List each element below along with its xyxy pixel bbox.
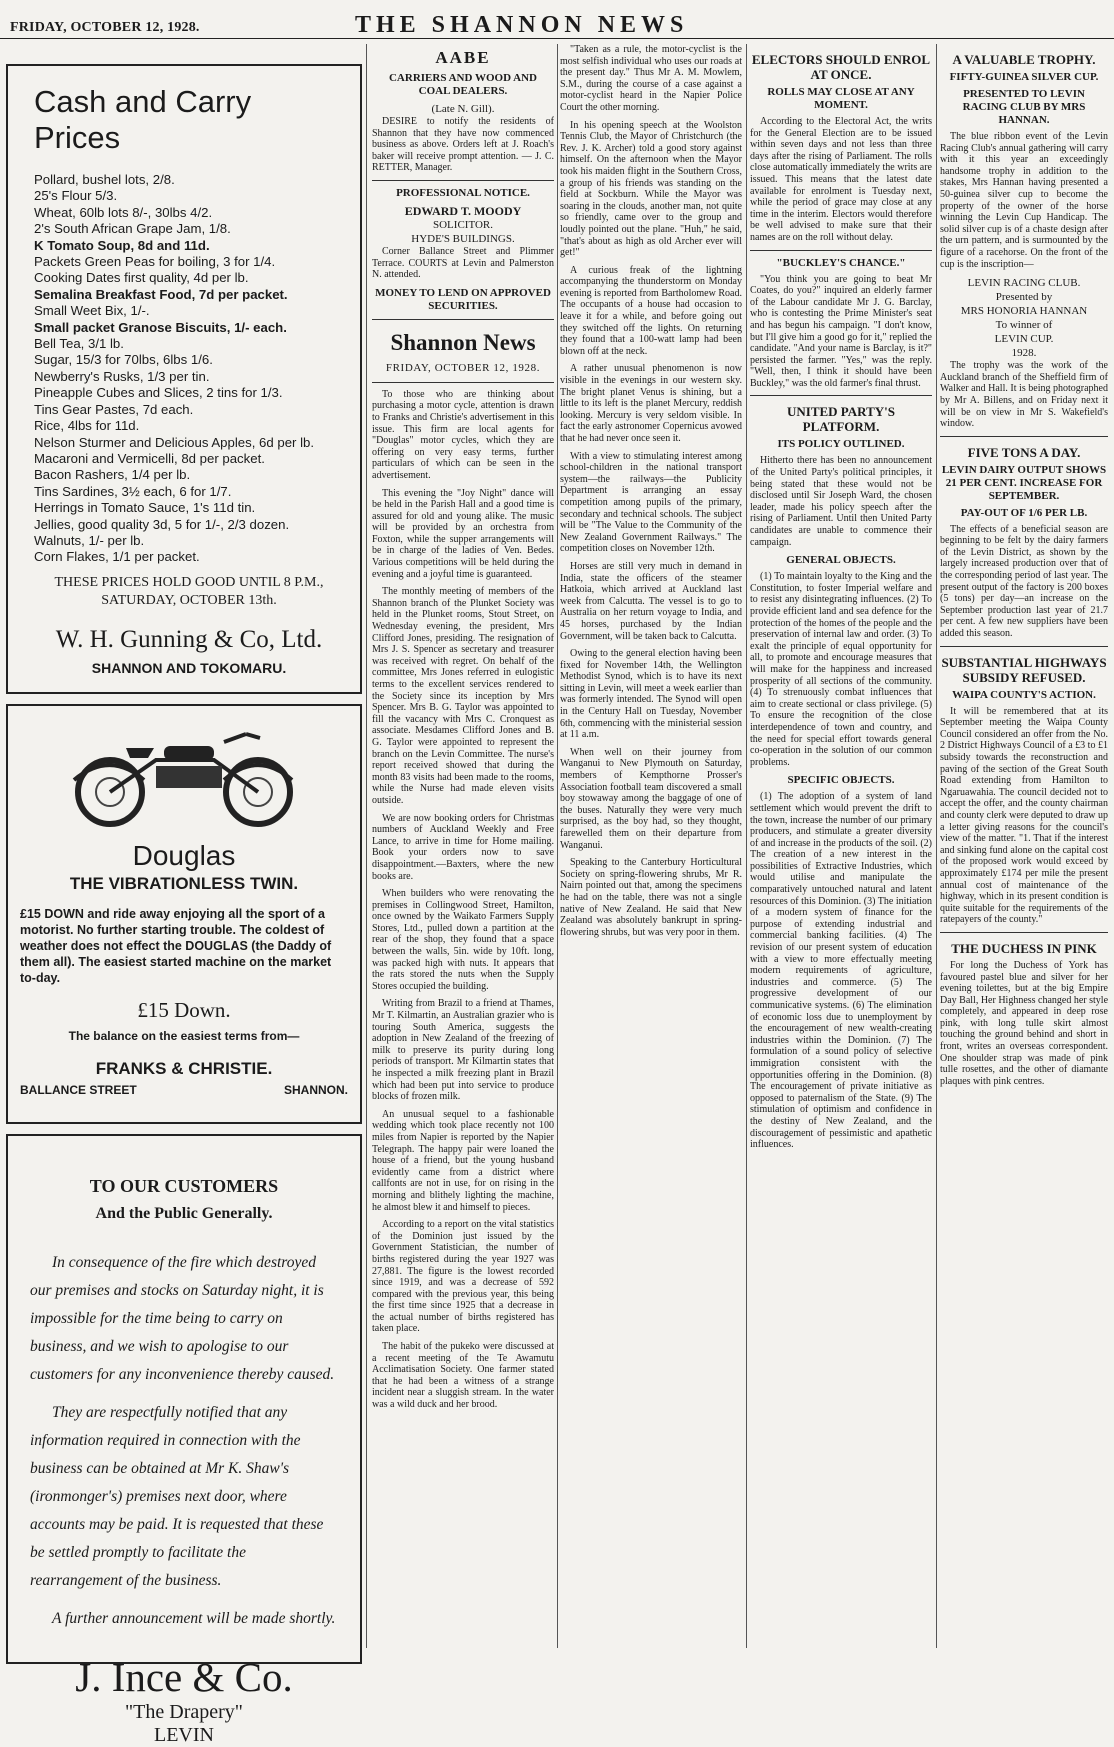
divider [372,180,554,181]
news-paragraph: "Taken as a rule, the motor-cyclist is the most selfish individual who uses our roads at the present day." Thus Mr A. M. Mowlem, S.M., during the course of a case against a motor-cyclist heard in the Napier Police Court the other morning. [560,44,742,113]
divider [940,932,1108,933]
divider [372,382,554,383]
price-list-item: Packets Green Peas for boiling, 3 for 1/4. [34,254,276,270]
news-paragraph: A curious freak of the lightning accompanying the thunderstorm on Monday evening is reported from Bartholomew Road. The occupants of a house had occasion to leave it for a while, and before going out they switched off the lights. On returning they found that a 100-watt lamp had been blown off at the neck. [560,264,742,357]
news-paragraph: (1) To maintain loyalty to the King and the Constitution, to foster Imperial welfare and to resist any disintegrating influences. (2) To provide efficient land and sea defence for the protection of the homes of the people and the preservation of internal law and order. (3) To exalt the principle of equal opportunity for all, to promote and encourage measures that will make for the happiness and increased prosperity of all sections of the community. (4) To strenuously combat influences that aim to create sectional or class privilege. (5) To ensure the recognition of the close interdependence of town and country, and the need for special effort towards general co-operation in the solution of our common problems. [750,571,932,768]
article-headline: A VALUABLE TROPHY. [952,52,1096,67]
paper-date: FRIDAY, OCTOBER 12, 1928. [385,361,541,374]
article-subheadline: LEVIN DAIRY OUTPUT SHOWS 21 PER CENT. INCREASE FOR SEPTEMBER. [941,463,1107,502]
aabe-late: (Late N. Gill). [431,103,495,115]
price-validity-line: THESE PRICES HOLD GOOD UNTIL 8 P.M., [54,574,324,590]
price-list-item: Herrings in Tomato Sauce, 1's 11d tin. [34,500,256,516]
price-list-item: Cooking Dates first quality, 4d per lb. [34,270,249,286]
inscription-line: LEVIN CUP. [994,333,1054,346]
news-paragraph: With a view to stimulating interest among school-children in the national transport system—the railways—the Publicity Department is arranging an essay competition among pupils of the primary, secondary and technical schools. The subject will be "The Value to the Community of the New Zealand Government Railways." The competition closes on November 12th. [560,450,742,555]
article-headline: THE DUCHESS IN PINK [951,940,1097,956]
paper-nameplate: Shannon News [390,329,536,355]
article-subheadline: ROLLS MAY CLOSE AT ANY MOMENT. [767,86,915,111]
masthead [0,0,1114,36]
grocery-ad-heading: Cash and Carry Prices [34,84,252,155]
price-list [34,172,344,566]
price-list-item: Corn Flakes, 1/1 per packet. [34,549,200,565]
news-paragraph: Speaking to the Canterbury Horticultural Society on spring-flowering shrubs, Mr R. Nairn pointed out that, among the specimens he had on the table, there was not a single native of New Zealand. He said that New Zealand was absolutely bankrupt in spring-flowering shrubs, but was very poor in them. [560,857,742,938]
advertisement-column [6,44,362,1746]
divider [940,436,1108,437]
inscription-line: Presented by [995,291,1053,304]
article-subheadline: ITS POLICY OUTLINED. [777,438,905,451]
column-rule [746,44,747,1648]
section-heading: GENERAL OBJECTS. [786,554,896,567]
article-subheadline: FIFTY-GUINEA SILVER CUP. [949,71,1099,83]
notice-name: EDWARD T. MOODY [404,203,522,218]
price-list-item: Bell Tea, 3/1 lb. [34,336,124,352]
price-list-item: Pineapple Cubes and Slices, 2 tins for 1/3. [34,385,283,401]
douglas-address [20,1083,348,1097]
aabe-text: DESIRE to notify the residents of Shannon that they have now commenced business as above. Orders left at J. Roach's baker will receive prompt attention. — J. C. RETTER, Manager. [372,116,554,174]
news-paragraph: Hitherto there has been no announcement of the United Party's political principles, it being stated that these would not be disclosed until Sir Joseph Ward, the chosen leader, made his policy speech after the rising of Parliament. Until then United Party candidates are unable to commence their campaign. [750,455,932,548]
ince-tagline: "The Drapery" [125,1701,243,1723]
news-paragraph: An unusual sequel to a fashionable wedding which took place recently not 100 miles from Napier is reported by the Napier Telegraph. The happy pair were loaned the house of a friend, but the young husband evidently came from a district where callfonts are not in use, for on rising in the morning and blithely lighting the machine, he almost blew it and himself to pieces. [372,1108,554,1213]
customers-paragraph: A further announcement will be made shortly. [52,1610,336,1627]
price-list-item: Rice, 4lbs for 11d. [34,418,140,434]
ince-firm-name: J. Ince & Co. [75,1654,293,1700]
price-validity-line: SATURDAY, OCTOBER 13th. [101,592,277,608]
douglas-firm: FRANKS & CHRISTIE. [95,1059,273,1078]
article-subheadline: PAY-OUT OF 1/6 PER LB. [960,506,1088,519]
news-paragraph: Writing from Brazil to a friend at Thames, Mr T. Kilmartin, an Australian grazier who is touring South America, suggests the adoption in New Zealand of the freezing of milk to preserve its purity during long periods of transport. Mr Kilmartin states that he inspected a milk freezing plant in Brazil which had been put into service to produce blocks of frozen milk. [372,998,554,1103]
customers-notice-advertisement [6,1134,362,1746]
divider [940,646,1108,647]
douglas-street: BALLANCE STREET [20,1083,137,1097]
column-rule [936,44,937,1648]
news-paragraph: A rather unusual phenomenon is now visible in the evenings in our western sky. The bright planet Venus is shining, but a little to its left is the planet Mercury, reddish looking. Mercury is very seldom visible. In fact the early astronomer Copernicus avowed that he had never once seen it. [560,363,742,444]
news-column-5 [940,44,1108,1648]
ince-town: LEVIN [154,1724,214,1746]
news-paragraph: The blue ribbon event of the Levin Racing Club's annual gathering will carry with it this year an exceedingly handsome trophy in addition to the stakes, Mrs Hannan having presented a 50-guinea silver cup to become the property of the owner of the horse winning the Levin Cup Handicap. The solid silver cup is of a chaste design after the urn pattern, and is surmounted by the figure of a racehorse. On the front of the cup is the inscription— [940,131,1108,270]
price-list-item: Nelson Sturmer and Delicious Apples, 6d per lb. [34,434,315,450]
price-list-item: Walnuts, 1/- per lb. [34,532,145,548]
notice-text: Corner Ballance Street and Plimmer Terrace. COURTS at Levin and Palmerston N. attended. [372,245,554,281]
news-paragraph: Horses are still very much in demand in India, state the officers of the steamer Hatkoia, which arrived at Auckland last week from Calcutta. The vessel is to go to Australia on her return voyage to India, and 45 horses, purchased by the Indian Government, will be taken back to Calcutta. [560,560,742,642]
news-paragraph: The trophy was the work of the Auckland branch of the Sheffield firm of Walker and Hall. It is being photographed by Mr A. Billens, and on Friday next it will be on view in Mr S. Wakefield's window. [940,360,1108,430]
inscription-line: MRS HONORIA HANNAN [960,305,1088,318]
price-list-item: Jellies, good quality 3d, 5 for 1/-, 2/3 dozen. [34,516,290,532]
customers-paragraph: In consequence of the fire which destroyed our premises and stocks on Saturday night, it is impossible for the time being to carry on business, and we wish to apologise to our customers for any inconvenience thereby caused. [30,1254,335,1383]
news-paragraph: According to the Electoral Act, the writs for the General Election are to be issued within seven days and not less than three days after the rising of Parliament. The rolls close automatically immediately the writs are issued. This means that the latest date available for enrolment is Tuesday next, while the period of grace may close at any time in the interim. Electors would therefore be well advised to make sure that their names are on the roll without delay. [750,116,932,243]
divider [750,395,932,396]
price-list-item: K Tomato Soup, 8d and 11d. [34,237,210,253]
notice-heading: PROFESSIONAL NOTICE. [396,186,530,199]
douglas-price: £15 Down. [137,998,231,1022]
news-paragraph: The monthly meeting of members of the Shannon branch of the Plunket Society was held in the Plunket rooms, Stout Street, on Wednesday evening, the president, Mrs Clifford Jones, presiding. The resignation of Mrs J. S. Spencer as secretary and treasurer was received with regret. On behalf of the committee, Mrs Jones referred in eulogistic terms to the excellent services rendered to the Society since its inception by Mrs Spencer. Mrs B. G. Taylor was appointed to fill the vacancy with Mrs C. Cronquest as associate. Mesdames Clifford Jones and B. G. Taylor were appointed to represent the branch on the Levin Committee. The nurse's report received showed that during the month 83 visits had been made to the rooms, while the Nurse had made eleven visits outside. [372,586,554,806]
grocery-firm-location: SHANNON AND TOKOMARU. [91,659,287,676]
price-list-item: Bacon Rashers, 1/4 per lb. [34,467,191,483]
news-column-2 [372,44,554,1648]
price-list-item: Sugar, 15/3 for 70lbs, 6lbs 1/6. [34,352,213,368]
masthead-rule [0,38,1114,39]
article-subheadline: PRESENTED TO LEVIN RACING CLUB BY MRS HANNAN. [962,88,1086,126]
masthead-date: FRIDAY, OCTOBER 12, 1928. [10,20,200,35]
douglas-balance: The balance on the easiest terms from— [68,1029,300,1043]
news-paragraph: "You think you are going to beat Mr Coates, do you?" inquired an elderly farmer of the Labour candidate Mr J. G. Barclay, who is contesting the Prime Minister's seat and has begun his campaign. "I don't know, but I'll give him a good go for it," replied the candidate. "And your name is Barclay, is it?" persisted the farmer. "Yes," was the reply. "Well, then, I think it should have been Buckley," was the old farmer's final thrust. [750,273,932,389]
news-paragraph: Owing to the general election having been fixed for November 14th, the Wellington Methodist Synod, which is to have its next sitting in Levin, will meet a week earlier than was formerly intended. The Synod will open in the Century Hall on Tuesday, November 6th, commencing with the ministerial session at 11 a.m. [560,648,742,741]
section-heading: SPECIFIC OBJECTS. [787,774,895,787]
article-headline: "BUCKLEY'S CHANCE." [776,256,906,269]
column-rule [557,44,558,1648]
aabe-title: AABE [435,48,491,67]
article-subheadline: WAIPA COUNTY'S ACTION. [952,688,1096,701]
news-paragraph: It will be remembered that at its September meeting the Waipa County Council considered an offer from the No. 2 District Highways Council of a £3 to £1 subsidy towards the reconstruction and paving of the section of the Great South Road extending from Hamilton to Ngaruawahia. The council decided not to accept the offer, and the county chairman and county clerk were deputed to draw up a letter giving reasons for the council's view of the matter. "1. That if the interest and sinking fund alone on the capital cost of the proposed work would exceed by approximately £174 per mile the present annual cost of maintenance of the highway, which in its present condition is quite suitable for the requirements of the ratepayers of the county." [940,705,1108,926]
column-rule [366,44,367,1648]
customers-subtitle: And the Public Generally. [95,1205,273,1222]
article-headline: SUBSTANTIAL HIGHWAYS SUBSIDY REFUSED. [941,654,1107,685]
douglas-body: £15 DOWN and ride away enjoying all the sport of a motorist. No further starting trouble. The coldest of weather does not effect the DOUGLAS (the Daddy of them all). The easiest started machine on the market to-day. [20,907,332,985]
grocery-firm-name: W. H. Gunning & Co, Ltd. [55,625,323,653]
article-headline: ELECTORS SHOULD ENROL AT ONCE. [751,52,931,82]
price-list-item: 25's Flour 5/3. [34,188,118,204]
news-paragraph: We are now booking orders for Christmas numbers of Auckland Weekly and Free Lance, to arrive in time for Home mailing. Book your orders now to save disappointment.—Baxters, where the new books are. [372,812,554,882]
news-column-3 [560,44,742,1648]
douglas-title: Douglas [132,840,236,871]
money-notice: MONEY TO LEND ON APPROVED SECURITIES. [375,286,551,312]
news-column-4 [750,44,932,1648]
article-headline: FIVE TONS A DAY. [967,444,1081,460]
price-list-item: 2's South African Grape Jam, 1/8. [34,221,231,237]
masthead-title: THE SHANNON NEWS [355,12,689,38]
price-validity-notice [34,574,344,610]
price-list-item: Wheat, 60lb lots 8/-, 30lbs 4/2. [34,204,213,220]
divider [372,319,554,320]
inscription-line: LEVIN RACING CLUB. [967,277,1081,290]
news-paragraph: (1) The adoption of a system of land settlement which would prevent the drift to the town, increase the number of our primary producers, and stimulate a greater diversity of and increase in the products of the soil. (2) The creation of a new interest in the possibilities of Extractive Industries, which would utilise and manipulate the comparatively untouched natural and latent resources of this Dominion. (3) The initiation of a modern system of finance for the purpose of extending industrial and commercial banking facilities. (4) The revision of our present system of education with a view to more effectually meeting modern requirements of agriculture, industries and commerce. (5) The progressive development of our communicative systems. (6) The elimination of economic loss due to unemployment by the encouragement of new wealth-creating industries within the Dominion. (7) The formulation of a sound policy of selective immigration consistent with the opportunities offering in the Dominion. (8) The encouragement of private initiative as opposed to paternalism of the State. (9) The stimulation of optimism and confidence in the destiny of New Zealand, and the discouragement of pessimistic and apathetic influences. [750,791,932,1151]
inscription-line: To winner of [995,319,1053,332]
news-paragraph: The habit of the pukeko were discussed at a recent meeting of the Te Awamutu Acclimatisation Society. One farmer stated that he had been a witness of a strange incident near a sluggish stream. In the water was a wild duck and her brood. [372,1341,554,1411]
price-list-item: Small packet Granose Biscuits, 1/- each. [34,319,287,335]
price-list-item: Pollard, bushel lots, 2/8. [34,172,175,187]
douglas-subtitle: THE VIBRATIONLESS TWIN. [69,874,299,893]
divider [750,250,932,251]
notice-building: HYDE'S BUILDINGS. [411,232,515,245]
customers-paragraph: They are respectfully notified that any information required in connection with the business can be obtained at Mr K. Shaw's (ironmonger's) premises next door, where accounts may be paid. It is requested that these be settled promptly to facilitate the rearrangement of the business. [30,1404,324,1589]
news-paragraph: To those who are thinking about purchasing a motor cycle, attention is drawn to Franks and Christie's advertisement in this issue. This firm are local agents for "Douglas" motor cycles, which they are offering on very easy terms, further particulars of which can be seen in the advertisement. [372,388,554,481]
inscription-line: 1928. [1011,347,1037,360]
news-paragraph: The effects of a beneficial season are beginning to be felt by the dairy farmers of the Levin District, as shown by the largely increased production over that of the corresponding period of last year. The present output of the factory is 200 boxes (5 tons) per day—an increase on the September production last year of 21.7 per cent. A few new suppliers have been added this season. [940,523,1108,640]
news-paragraph: This evening the "Joy Night" dance will be held in the Parish Hall and a good time is assured for old and young alike. The music will be provided by an orchestra from Foxton, while the supper arrangements will be in charge of the ladies of Ven. Bedes. Various competitions will be held during the evening and a joyful time is guaranteed. [372,487,554,580]
customers-title: TO OUR CUSTOMERS [89,1176,279,1196]
aabe-subtitle: CARRIERS AND WOOD AND COAL DEALERS. [388,72,537,97]
news-paragraph: When builders who were renovating the premises in Collingwood Street, Hamilton, once owned by the Waikato Farmers Supply Stores, Ltd., pulled down a partition at the rear of the shop, they found that a space between the walls, 5in. wide by 10ft. long, was packed high with nuts. It appears that the rats stored the nuts when the Supply Stores occupied the building. [372,888,554,992]
motorcycle-illustration [64,720,304,830]
price-list-item: Semalina Breakfast Food, 7d per packet. [34,286,288,302]
news-paragraph: For long the Duchess of York has favoured pastel blue and silver for her evening toilettes, but at the big Empire Day Ball, Her Highness changed her style completely, and appeared in deep rose pink, with long tulle skirt almost touching the ground behind and short in front, writes an overseas correspondent. One shoulder strap was made of pink tulle rosettes, and the other of diamante plaques with pink centres. [940,959,1109,1087]
news-paragraph: According to a report on the vital statistics of the Dominion just issued by the Government Statistician, the number of births registered during the year 1927 was 27,881. The figure is the lowest recorded since 1919, and was a decrease of 592 compared with the previous year, this being the first time since 1925 that a decrease in the actual number of births registered has taken place. [372,1219,554,1335]
price-list-item: Tins Sardines, 3½ each, 6 for 1/7. [34,483,232,499]
price-list-item: Small Weet Bix, 1/-. [34,303,150,319]
news-paragraph: When well on their journey from Wanganui to New Plymouth on Saturday, members of Kempthorne Prosser's Association football team discovered a small boy stowaway among the baggage of one of the buses. Naturally they were very much surprised, as the boy had, so they thought, farewelled them on their departure from Wanganui. [560,746,742,851]
grocery-advertisement [6,64,362,694]
price-list-item: Newberry's Rusks, 1/3 per tin. [34,368,210,384]
price-list-item: Tins Gear Pastes, 7d each. [34,401,194,417]
price-list-item: Macaroni and Vermicelli, 8d per packet. [34,450,265,466]
douglas-advertisement [6,704,362,1124]
article-headline: UNITED PARTY'S PLATFORM. [786,404,895,435]
news-paragraph: In his opening speech at the Woolston Tennis Club, the Mayor of Christchurch (the Rev. J. K. Archer) told a good story against himself. On the afternoon when the Mayor took his maiden flight in the Southern Cross, a group of his friends was standing on the field at Sockburn. While the Mayor was soaring in the clouds, another man, not quite so friendly, came over to the group and loudly pointed out the plane. "Huh," he said, "that's about as high as old Archer ever will get!" [560,119,742,259]
notice-title: SOLICITOR. [433,218,493,231]
douglas-town: SHANNON. [283,1083,348,1097]
